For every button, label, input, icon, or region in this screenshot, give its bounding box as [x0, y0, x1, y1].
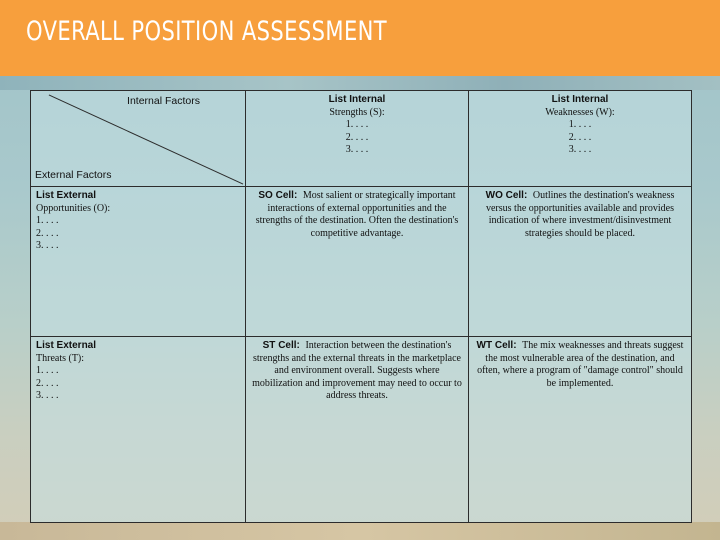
wt-cell [469, 337, 692, 523]
wt-cell-text: The mix weaknesses and threats suggest the most vulnerable area of the destination, and often, where a program of "damage control" should be implemented. [477, 340, 684, 389]
strengths-sub: Strengths (S): [329, 106, 385, 118]
wt-cell-label: WT Cell: [476, 340, 523, 351]
weaknesses-item: 1. . . . [568, 119, 592, 130]
threats-row-header [31, 337, 246, 523]
so-cell [246, 187, 469, 337]
weaknesses-title: List Internal [551, 94, 609, 105]
opportunities-item: 3. . . . [36, 240, 59, 251]
st-cell-label: ST Cell: [262, 340, 306, 351]
weaknesses-sub: Weaknesses (W): [545, 106, 615, 118]
wo-cell-text: Outlines the destination's weakness versus the opportunities available and provides indication of where investment/disinvestment strategies should be placed. [485, 190, 675, 239]
strengths-item: 3. . . . [345, 144, 369, 155]
external-factors-label: External Factors [35, 168, 112, 181]
opportunities-row-header [31, 187, 246, 337]
opportunities-sub: Opportunities (O): [36, 202, 111, 214]
wo-cell [469, 187, 692, 337]
opportunities-title: List External [36, 190, 97, 201]
st-cell-text: Interaction between the destination's strengths and the external threats in the marketplace and environment overall. Suggests where mobilization and improvement may need to occur to address threats. [252, 340, 462, 401]
weaknesses-item: 2. . . . [568, 131, 592, 143]
threats-item: 3. . . . [36, 390, 59, 401]
threats-sub: Threats (T): [36, 352, 85, 364]
page-title: OVERALL POSITION ASSESSMENT [26, 16, 388, 47]
weaknesses-item: 3. . . . [568, 144, 592, 155]
threats-item: 2. . . . [36, 377, 59, 389]
title-bar [0, 0, 720, 76]
weaknesses-header [469, 91, 692, 187]
background-photo-strip [0, 76, 720, 90]
st-cell [246, 337, 469, 523]
opportunities-item: 2. . . . [36, 227, 59, 239]
strengths-title: List Internal [328, 94, 386, 105]
threats-item: 1. . . . [36, 365, 59, 376]
threats-title: List External [36, 340, 97, 351]
wo-cell-label: WO Cell: [485, 190, 533, 201]
so-cell-text: Most salient or strategically important interactions of external opportunities and the strengths of the destination. Often the destination's competitive advantage. [255, 190, 459, 239]
corner-cell [31, 91, 246, 187]
internal-factors-label: Internal Factors [127, 95, 200, 107]
background-photo-bottom [0, 522, 720, 540]
so-cell-label: SO Cell: [258, 190, 303, 201]
position-matrix [30, 90, 692, 523]
opportunities-item: 1. . . . [36, 215, 59, 226]
strengths-header [246, 91, 469, 187]
strengths-item: 1. . . . [345, 119, 369, 130]
strengths-item: 2. . . . [345, 131, 369, 143]
